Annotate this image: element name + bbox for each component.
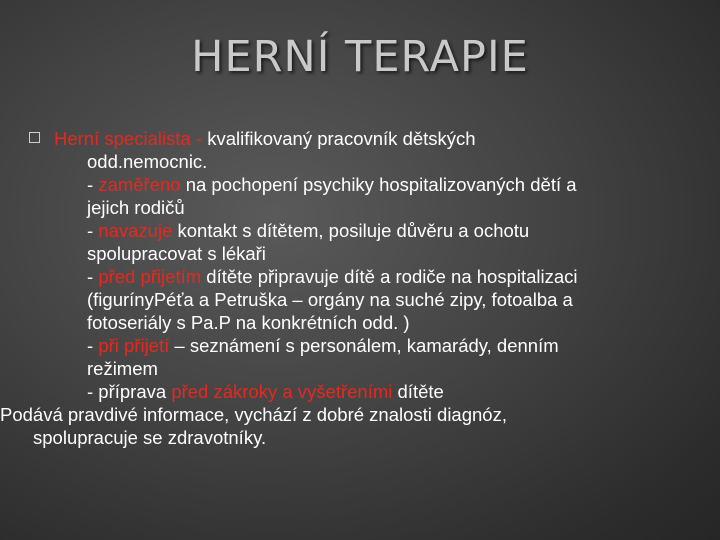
text-line: spolupracuje se zdravotníky. xyxy=(33,427,267,448)
text-span: kontakt s dítětem, posiluje důvěru a ochotu xyxy=(172,220,530,241)
text-span: na pochopení psychiky hospitalizovaných dětí a xyxy=(180,174,577,195)
text-line xyxy=(54,127,694,150)
paragraph-podava-informace xyxy=(0,403,694,449)
slide-content xyxy=(0,127,694,449)
text-line xyxy=(54,219,694,242)
text-line: odd.nemocnic. xyxy=(87,151,208,172)
text-line xyxy=(54,265,694,288)
dash: - xyxy=(87,335,99,356)
text-line xyxy=(54,173,694,196)
empty-square-bullet-icon xyxy=(29,132,40,143)
dash: - xyxy=(87,220,99,241)
dash: - xyxy=(87,266,99,287)
text-line xyxy=(54,380,694,403)
text-line: jejich rodičů xyxy=(87,197,185,218)
bullet-item-herni-specialista xyxy=(54,127,694,403)
dash: - xyxy=(87,174,99,195)
text-line: fotoseriály s Pa.P na konkrétních odd. ) xyxy=(87,312,410,333)
text-span: - příprava xyxy=(87,381,172,402)
red-highlight: před zákroky a vyšetřeními xyxy=(171,381,393,402)
text-span: dítěte připravuje dítě a rodiče na hospitalizaci xyxy=(201,266,578,287)
text-line xyxy=(54,334,694,357)
red-highlight: zaměřeno xyxy=(98,174,181,195)
text-span: – seznámení s personálem, kamarády, denním xyxy=(169,335,559,356)
text-line: režimem xyxy=(87,358,158,379)
text-line: spolupracovat s lékaři xyxy=(87,243,266,264)
text-line: Podává pravdivé informace, vychází z dobré znalosti diagnóz, xyxy=(0,404,507,425)
red-highlight: před přijetím xyxy=(98,266,202,287)
red-highlight: navazuje xyxy=(98,220,173,241)
text-span: dítěte xyxy=(392,381,444,402)
text-line: (figurínyPéťa a Petruška – orgány na suché zipy, fotoalba a xyxy=(87,289,573,310)
red-highlight: při přijetí xyxy=(98,335,170,356)
red-highlight: Herní specialista - xyxy=(54,128,203,149)
text-span: kvalifikovaný pracovník dětských xyxy=(202,128,476,149)
slide-title: HERNÍ TERAPIE xyxy=(191,32,529,82)
